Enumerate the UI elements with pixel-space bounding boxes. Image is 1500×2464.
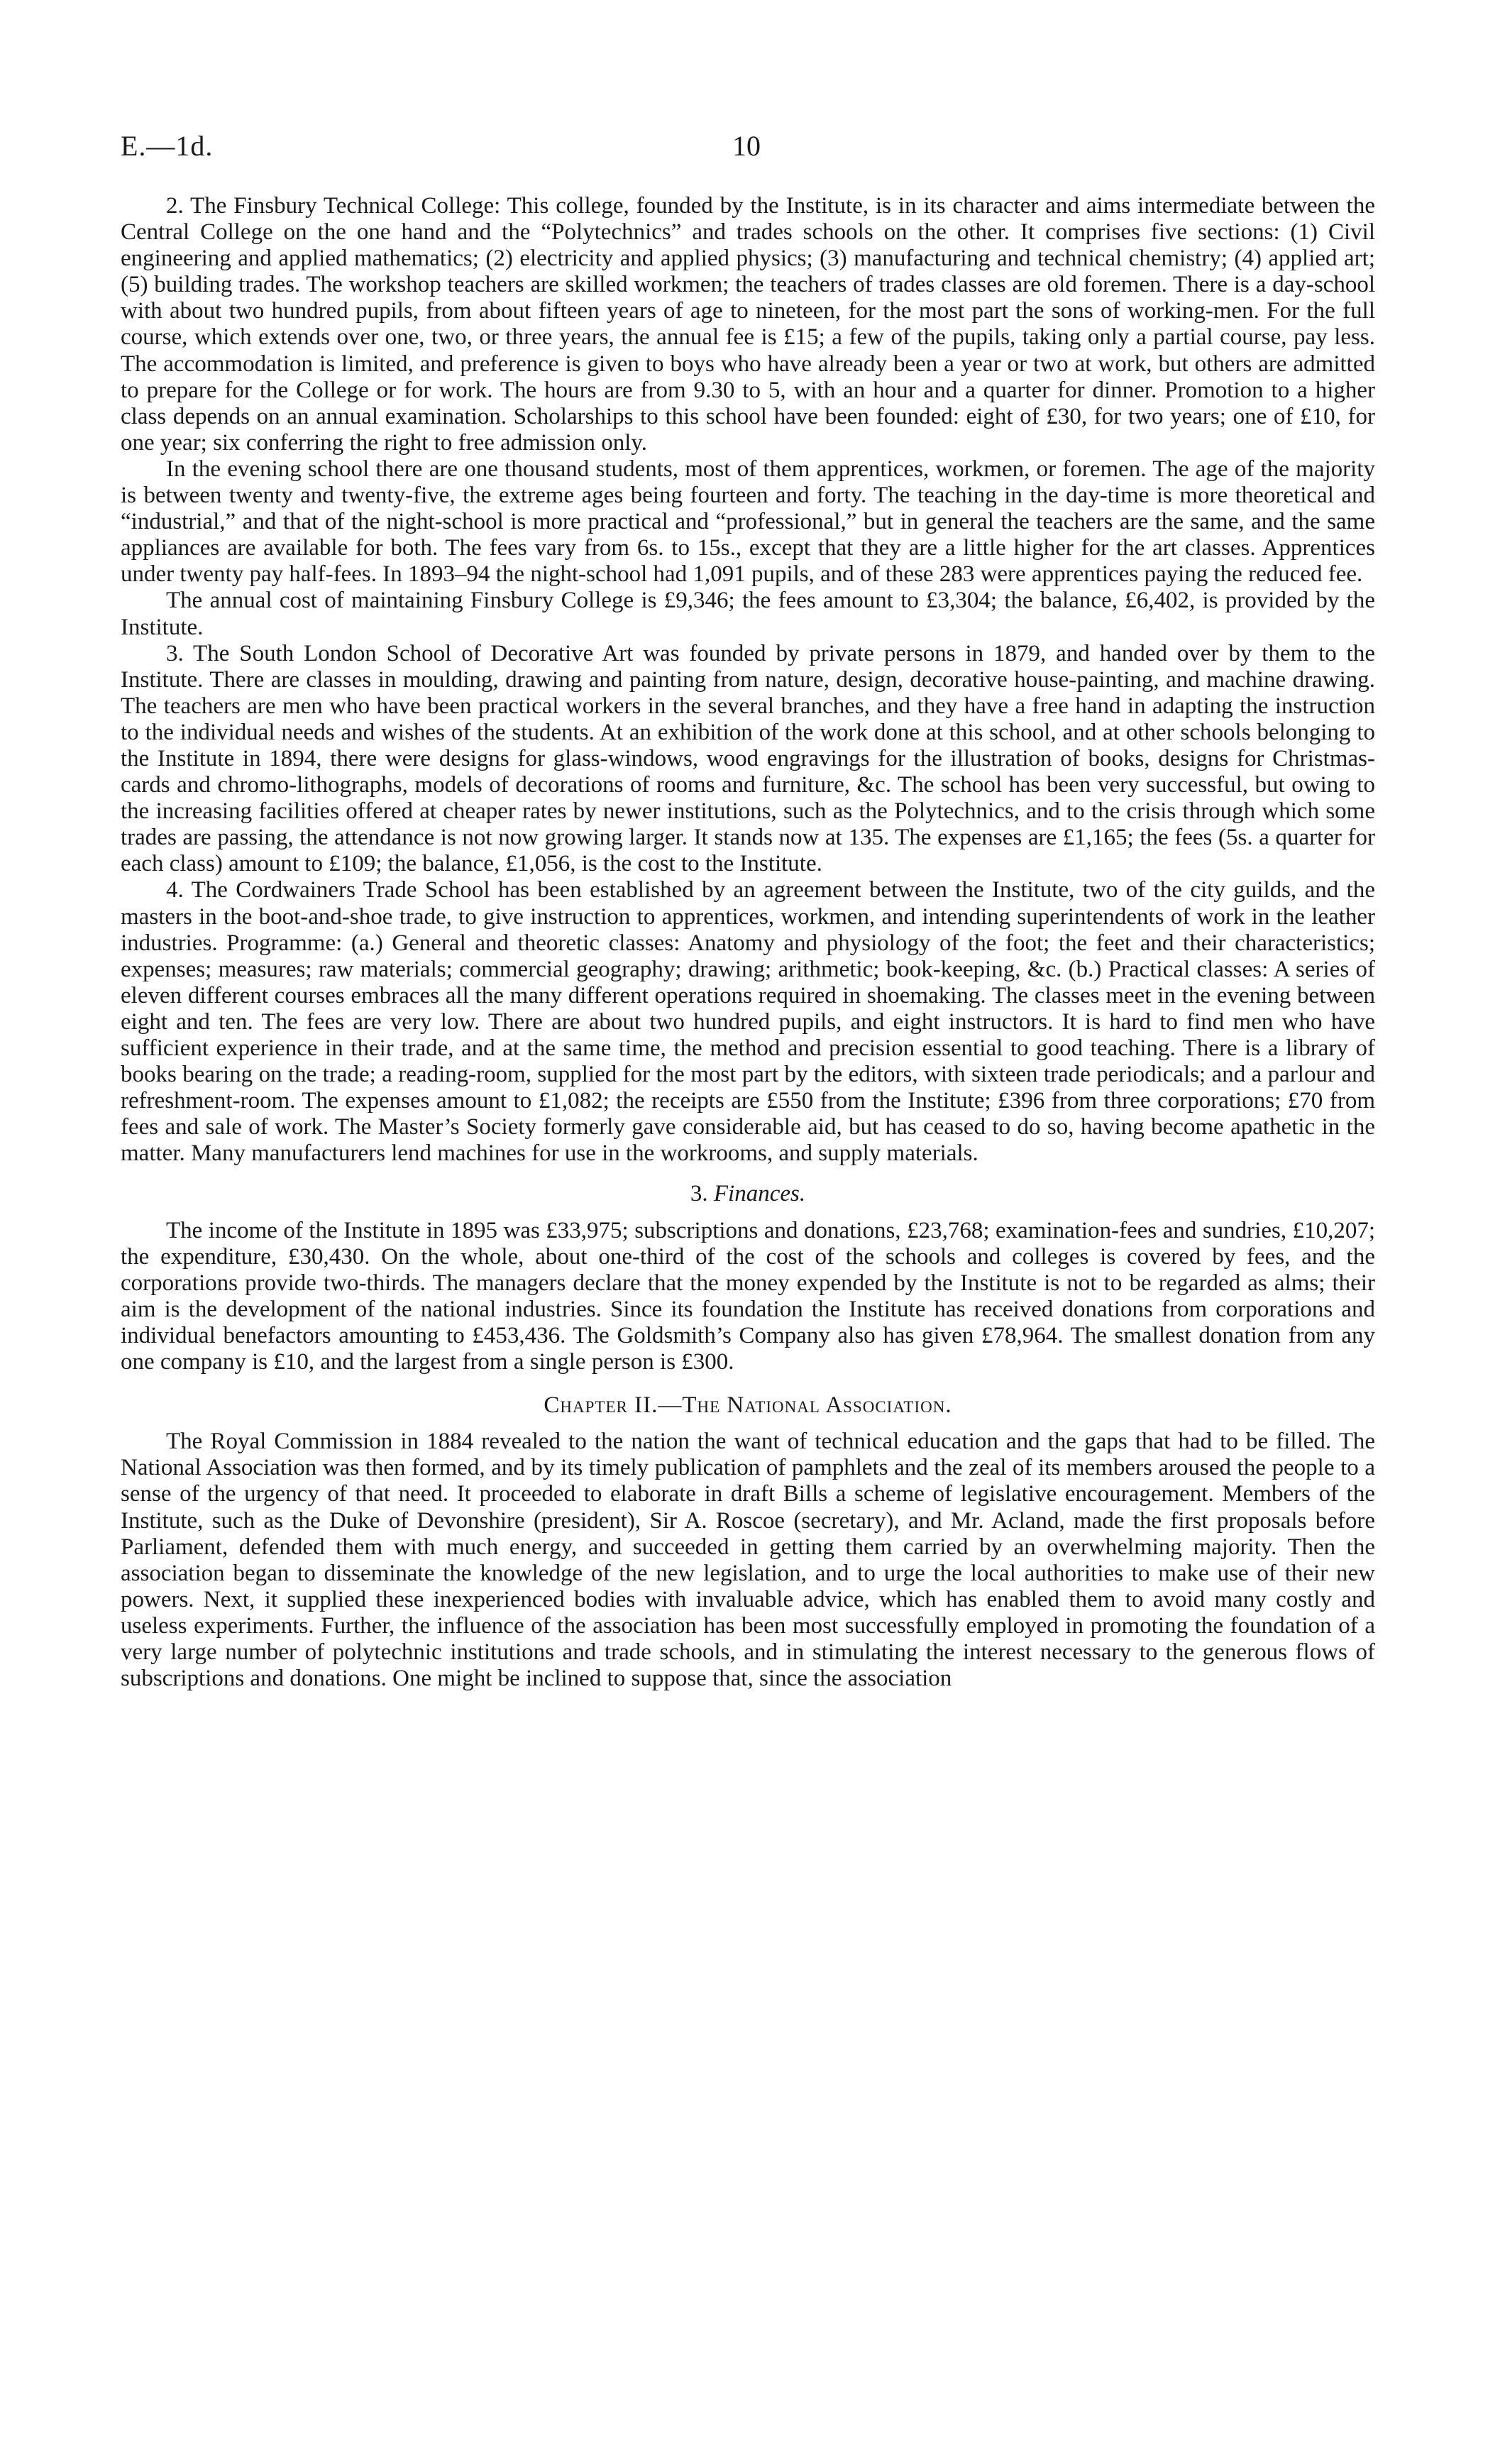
page-header [121,129,1375,172]
finances-heading-number: 3. [690,1181,708,1207]
paragraph-finsbury-college: 2. The Finsbury Technical College: This college, founded by the Institute, is in its character and aims intermediate between the Central College on the one hand and the “Polytechnics” and trades schools on the other. It comprises five sections: (1) Civil engineering and applied mathematics; (2) electricity and applied physics; (3) manufacturing and technical chemistry; (4) applied art; (5) building trades. The workshop teachers are skilled workmen; the teachers of trades classes are old foremen. There is a day-school with about two hundred pupils, from about fifteen years of age to nineteen, for the most part the sons of working-men. For the full course, which extends over one, two, or three years, the annual fee is £15; a few of the pupils, taking only a partial course, pay less. The accommodation is limited, and preference is given to boys who have already been a year or two at work, but others are admitted to prepare for the College or for work. The hours are from 9.30 to 5, with an hour and a quarter for dinner. Promotion to a higher class depends on an annual examination. Scholarships to this school have been founded: eight of £30, for two years; one of £10, for one year; six conferring the right to free admission only. [121,193,1375,456]
paragraph-national-association: The Royal Commission in 1884 revealed to the nation the want of technical education and the gaps that had to be filled. The National Association was then formed, and by its timely publication of pamphlets and the zeal of its members aroused the people to a sense of the urgency of that need. It proceeded to elaborate in draft Bills a scheme of legislative encouragement. Members of the Institute, such as the Duke of Devonshire (president), Sir A. Roscoe (secretary), and Mr. Acland, made the first proposals before Parliament, defended them with much energy, and succeeded in getting them carried by an overwhelming majority. Then the association began to disseminate the knowledge of the new legislation, and to urge the local authorities to make use of their new powers. Next, it supplied these inexperienced bodies with invaluable advice, which has enabled them to avoid many costly and useless experiments. Further, the influence of the association has been most successfully employed in promoting the foundation of a very large number of polytechnic institutions and trade schools, and in stimulating the interest necessary to the generous flows of subscriptions and donations. One might be inclined to suppose that, since the association [121,1429,1375,1692]
page-number: 10 [732,130,761,162]
chapter-heading: Chapter II.—The National Association. [544,1392,952,1419]
finances-heading-title: Finances. [713,1181,806,1207]
paragraph-cordwainers-school: 4. The Cordwainers Trade School has been established by an agreement between the Institute, two of the city guilds, and the masters in the boot-and-shoe trade, to give instruction to apprentices, workmen, and intending superintendents of work in the leather industries. Programme: (a.) General and theoretic classes: Anatomy and physiology of the foot; the feet and their characteristics; expenses; measures; raw materials; commercial geography; drawing; arithmetic; book-keeping, &c. (b.) Practical classes: A series of eleven different courses embraces all the many different operations required in shoemaking. The classes meet in the evening between eight and ten. The fees are very low. There are about two hundred pupils, and eight instructors. It is hard to find men who have sufficient experience in their trade, and at the same time, the method and precision essential to good teaching. There is a library of books bearing on the trade; a reading-room, supplied for the most part by the editors, with sixteen trade periodicals; and a parlour and refreshment-room. The expenses amount to £1,082; the receipts are £550 from the Institute; £396 from three corporations; £70 from fees and sale of work. The Master’s Society formerly gave considerable aid, but has ceased to do so, having become apathetic in the matter. Many manufacturers lend machines for use in the workrooms, and supply materials. [121,877,1375,1167]
paragraph-south-london-school: 3. The South London School of Decorative Art was founded by private persons in 1879, and handed over by them to the Institute. There are classes in moulding, drawing and painting from nature, design, decorative house-painting, and machine drawing. The teachers are men who have been practical workers in the several branches, and they have a free hand in adapting the instruction to the individual needs and wishes of the students. At an exhibition of the work done at this school, and at other schools belonging to the Institute in 1894, there were designs for glass-windows, wood engravings for the illustration of books, designs for Christmas-cards and chromo-lithographs, models of decorations of rooms and furniture, &c. The school has been very successful, but owing to the increasing facilities offered at cheaper rates by newer institutions, such as the Polytechnics, and to the crisis through which some trades are passing, the attendance is not now growing larger. It stands now at 135. The expenses are £1,165; the fees (5s. a quarter for each class) amount to £109; the balance, £1,056, is the cost to the Institute. [121,640,1375,877]
paragraph-finances: The income of the Institute in 1895 was £33,975; subscriptions and donations, £23,768; examination-fees and sundries, £10,207; the expenditure, £30,430. On the whole, about one-third of the cost of the schools and colleges is covered by fees, and the corporations provide two-thirds. The managers declare that the money expended by the Institute is not to be regarded as alms; their aim is the development of the national industries. Since its foundation the Institute has received donations from corporations and individual benefactors amounting to £453,436. The Goldsmith’s Company also has given £78,964. The smallest donation from any one company is £10, and the largest from a single person is £300. [121,1217,1375,1375]
body-text [121,193,1375,1692]
paragraph-finsbury-cost: The annual cost of maintaining Finsbury College is £9,346; the fees amount to £3,304; the balance, £6,402, is provided by the Institute. [121,588,1375,640]
document-reference: E.—1d. [121,130,214,162]
paragraph-evening-school: In the evening school there are one thousand students, most of them apprentices, workmen, or foremen. The age of the majority is between twenty and twenty-five, the extreme ages being fourteen and forty. The teaching in the day-time is more theoretical and “industrial,” and that of the night-school is more practical and “professional,” but in general the teachers are the same, and the same appliances are available for both. The fees vary from 6s. to 15s., except that they are a little higher for the art classes. Apprentices under twenty pay half-fees. In 1893–94 the night-school had 1,091 pupils, and of these 283 were apprentices paying the reduced fee. [121,456,1375,588]
finances-heading [121,1181,1375,1207]
